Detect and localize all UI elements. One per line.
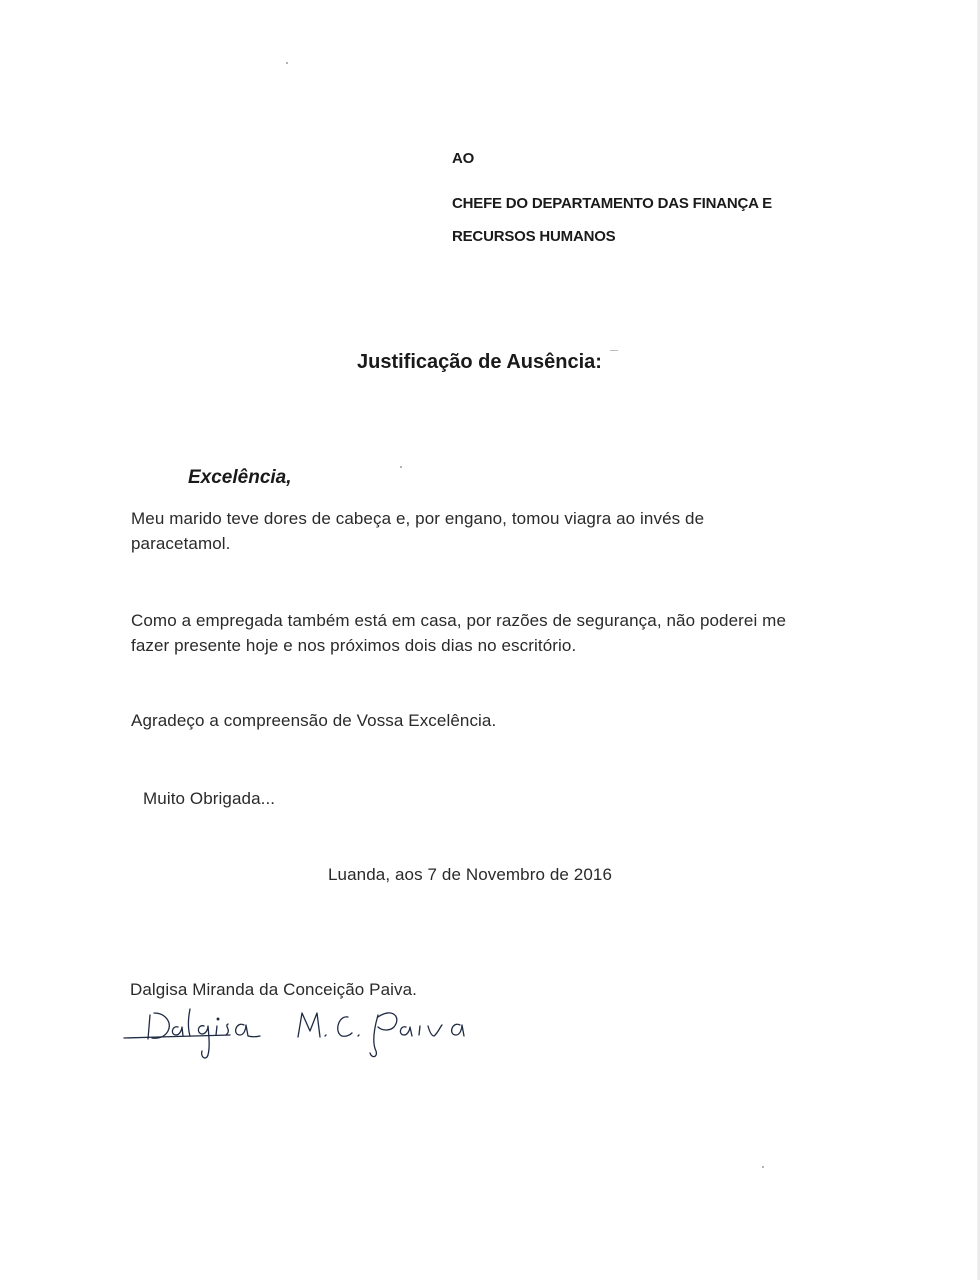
scan-speck	[762, 1166, 764, 1168]
closing: Muito Obrigada...	[143, 789, 276, 808]
scan-speck	[286, 62, 288, 64]
signatory-name: Dalgisa Miranda da Conceição Paiva.	[130, 980, 417, 999]
handwritten-signature	[120, 995, 480, 1070]
recipient-department-line1: CHEFE DO DEPARTAMENTO DAS FINANÇA E	[452, 195, 772, 212]
scan-speck	[610, 350, 618, 351]
paragraph2-line1: Como a empregada também está em casa, por razões de segurança, não poderei me	[131, 611, 787, 630]
paragraph3: Agradeço a compreensão de Vossa Excelência.	[131, 711, 497, 730]
recipient-to: AO	[452, 150, 475, 167]
paragraph1-line1: Meu marido teve dores de cabeça e, por engano, tomou viagra ao invés de	[131, 509, 705, 528]
paragraph2-line2: fazer presente hoje e nos próximos dois dias no escritório.	[131, 636, 577, 655]
salutation: Excelência,	[188, 467, 292, 488]
paragraph1-line2: paracetamol.	[131, 534, 231, 553]
document-title: Justificação de Ausência:	[357, 351, 602, 373]
recipient-department-line2: RECURSOS HUMANOS	[452, 228, 616, 245]
place-date: Luanda, aos 7 de Novembro de 2016	[328, 865, 613, 884]
scan-speck	[400, 466, 402, 468]
